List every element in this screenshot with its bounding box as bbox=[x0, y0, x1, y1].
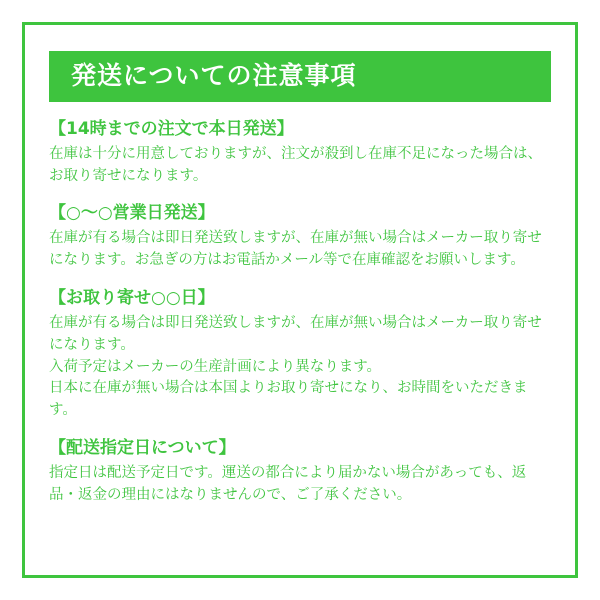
section-paragraph: 在庫が有る場合は即日発送致しますが、在庫が無い場合はメーカー取り寄せになります。お急ぎの方はお電話かメール等で在庫確認をお願いします。 bbox=[49, 230, 542, 269]
section-body bbox=[49, 228, 551, 272]
notice-section bbox=[49, 287, 551, 422]
notice-section bbox=[49, 437, 551, 507]
section-body bbox=[49, 144, 551, 188]
page-title: 発送についての注意事項 bbox=[49, 51, 551, 102]
notice-section bbox=[49, 202, 551, 272]
notice-sections bbox=[49, 118, 551, 507]
section-paragraph: 日本に在庫が無い場合は本国よりお取り寄せになり、お時間をいただきます。 bbox=[49, 380, 528, 419]
section-paragraph: 在庫は十分に用意しておりますが、注文が殺到し在庫不足になった場合は、お取り寄せになります。 bbox=[49, 145, 542, 184]
section-paragraph: 入荷予定はメーカーの生産計画により異なります。 bbox=[49, 358, 382, 375]
section-body bbox=[49, 313, 551, 422]
section-paragraph: 在庫が有る場合は即日発送致しますが、在庫が無い場合はメーカー取り寄せになります。 bbox=[49, 315, 542, 353]
section-paragraph: 指定日は配送予定日です。運送の都合により届かない場合があっても、返品・返金の理由にはなりませんので、ご了承ください。 bbox=[49, 464, 527, 503]
section-heading: 【配送指定日について】 bbox=[49, 437, 236, 458]
section-body bbox=[49, 463, 551, 507]
section-heading: 【お取り寄せ○○日】 bbox=[49, 287, 215, 308]
section-heading: 【○〜○営業日発送】 bbox=[49, 203, 215, 224]
section-heading: 【14時までの注文で本日発送】 bbox=[49, 118, 294, 139]
notice-frame bbox=[22, 22, 578, 578]
notice-section bbox=[49, 118, 551, 188]
